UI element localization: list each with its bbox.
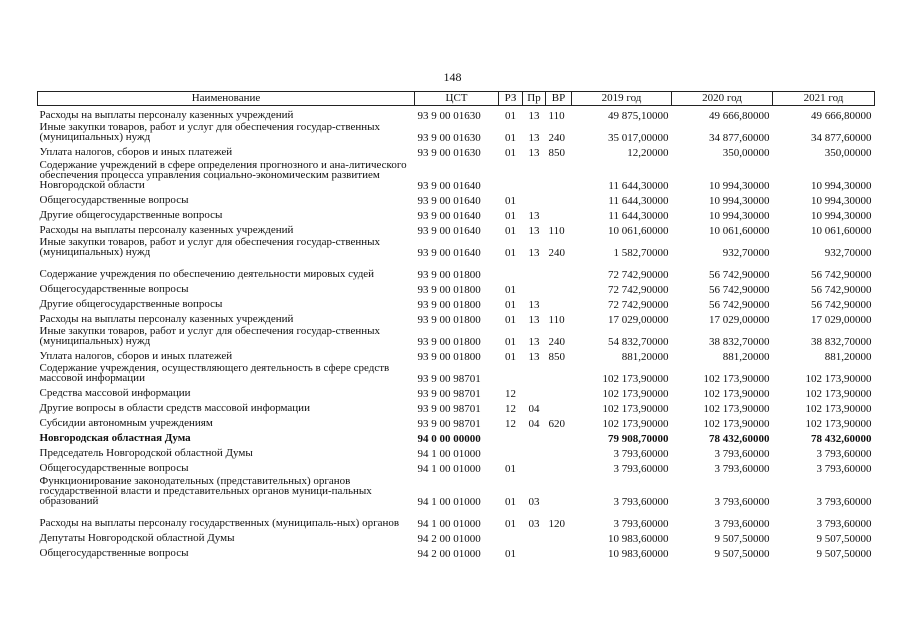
cell-cst: 93 9 00 01800 bbox=[417, 269, 481, 281]
cell-2021: 38 832,70000 bbox=[811, 336, 872, 348]
header-pr: Пр bbox=[523, 92, 546, 106]
cell-cst: 93 9 00 01800 bbox=[417, 314, 481, 326]
cell-pr: 13 bbox=[528, 299, 540, 311]
cell-vr: 120 bbox=[548, 518, 565, 530]
cell-2021: 56 742,90000 bbox=[811, 284, 872, 296]
cell-2019: 72 742,90000 bbox=[608, 269, 669, 281]
table-row bbox=[38, 221, 875, 236]
cell-vr bbox=[546, 295, 572, 310]
cell-rz: 01 bbox=[505, 147, 516, 159]
cell-name: Общегосударственные вопросы bbox=[39, 283, 189, 295]
cell-vr bbox=[546, 529, 572, 544]
cell-2020: 34 877,60000 bbox=[709, 132, 770, 144]
cell-rz: 01 bbox=[505, 496, 516, 508]
cell-pr bbox=[523, 191, 546, 206]
cell-name: Уплата налогов, сборов и иных платежей bbox=[39, 146, 233, 158]
cell-2019: 35 017,00000 bbox=[608, 132, 669, 144]
cell-pr: 03 bbox=[528, 518, 540, 530]
cell-rz bbox=[499, 258, 523, 280]
cell-2021: 10 994,30000 bbox=[811, 180, 872, 192]
cell-2019: 11 644,30000 bbox=[608, 210, 669, 222]
cell-rz: 01 bbox=[505, 463, 516, 475]
cell-vr: 850 bbox=[548, 351, 565, 363]
cell-2021: 9 507,50000 bbox=[816, 533, 872, 545]
cell-2021: 17 029,00000 bbox=[811, 314, 872, 326]
cell-vr bbox=[546, 280, 572, 295]
cell-2020: 49 666,80000 bbox=[709, 110, 770, 122]
cell-2020: 10 061,60000 bbox=[709, 225, 770, 237]
cell-2019: 11 644,30000 bbox=[608, 180, 669, 192]
cell-name: Содержание учреждений в сфере определения прогнозного и ана-литического обеспечения процесса управления социально-экономическим развитием Новгородской области bbox=[39, 159, 407, 191]
cell-name: Содержание учреждения по обеспечению деятельности мировых судей bbox=[39, 268, 375, 280]
cell-cst: 93 9 00 01640 bbox=[417, 247, 481, 259]
cell-cst: 93 9 00 01800 bbox=[417, 299, 481, 311]
cell-pr: 04 bbox=[528, 403, 540, 415]
cell-2020: 56 742,90000 bbox=[709, 269, 770, 281]
cell-rz: 01 bbox=[505, 518, 516, 530]
cell-2020: 102 173,90000 bbox=[703, 403, 770, 415]
cell-pr: 13 bbox=[528, 132, 540, 144]
cell-2019: 79 908,70000 bbox=[608, 433, 669, 445]
table-row bbox=[38, 444, 875, 459]
cell-pr: 04 bbox=[528, 418, 540, 430]
cell-name: Функционирование законодательных (представительных) органов государственной власти и представительных органов муници-пальных образований bbox=[39, 475, 372, 507]
cell-2020: 9 507,50000 bbox=[714, 548, 770, 560]
cell-2020: 3 793,60000 bbox=[714, 518, 770, 530]
cell-2021: 3 793,60000 bbox=[816, 518, 872, 530]
cell-pr bbox=[523, 529, 546, 544]
cell-cst: 93 9 00 98701 bbox=[417, 388, 481, 400]
cell-2019: 102 173,90000 bbox=[602, 418, 669, 430]
cell-rz: 12 bbox=[505, 403, 516, 415]
header-name: Наименование bbox=[38, 92, 415, 106]
cell-cst: 94 1 00 01000 bbox=[417, 463, 481, 475]
cell-2021: 102 173,90000 bbox=[805, 418, 872, 430]
cell-2021: 78 432,60000 bbox=[811, 433, 872, 445]
cell-2019: 17 029,00000 bbox=[608, 314, 669, 326]
cell-cst: 93 9 00 98701 bbox=[417, 418, 481, 430]
cell-name: Расходы на выплаты персоналу государственных (муниципаль-ных) органов bbox=[39, 517, 400, 529]
cell-2019: 72 742,90000 bbox=[608, 299, 669, 311]
cell-rz: 01 bbox=[505, 210, 516, 222]
cell-2019: 10 983,60000 bbox=[608, 533, 669, 545]
cell-vr: 240 bbox=[548, 132, 565, 144]
cell-2020: 3 793,60000 bbox=[714, 448, 770, 460]
table-row bbox=[38, 106, 875, 122]
table-row bbox=[38, 507, 875, 529]
cell-2020: 102 173,90000 bbox=[703, 418, 770, 430]
cell-2020: 9 507,50000 bbox=[714, 533, 770, 545]
cell-name: Средства массовой информации bbox=[39, 387, 191, 399]
header-vr: ВР bbox=[546, 92, 572, 106]
table-header-row bbox=[38, 92, 875, 106]
cell-name: Общегосударственные вопросы bbox=[39, 194, 189, 206]
cell-2021: 49 666,80000 bbox=[811, 110, 872, 122]
table-row bbox=[38, 158, 875, 191]
table-row bbox=[38, 191, 875, 206]
cell-2021: 10 061,60000 bbox=[811, 225, 872, 237]
cell-cst: 94 0 00 00000 bbox=[417, 433, 481, 445]
cell-name: Расходы на выплаты персоналу казенных учреждений bbox=[39, 313, 294, 325]
cell-vr: 110 bbox=[548, 110, 565, 122]
cell-name: Другие общегосударственные вопросы bbox=[39, 209, 223, 221]
cell-cst: 94 1 00 01000 bbox=[417, 448, 481, 460]
cell-vr bbox=[546, 191, 572, 206]
cell-pr bbox=[523, 158, 546, 191]
cell-rz: 01 bbox=[505, 195, 516, 207]
cell-2019: 49 875,10000 bbox=[608, 110, 669, 122]
cell-rz: 01 bbox=[505, 284, 516, 296]
cell-vr bbox=[546, 384, 572, 399]
cell-name: Общегосударственные вопросы bbox=[39, 547, 189, 559]
cell-2019: 10 983,60000 bbox=[608, 548, 669, 560]
cell-vr: 240 bbox=[548, 336, 565, 348]
cell-cst: 93 9 00 01800 bbox=[417, 284, 481, 296]
cell-2021: 102 173,90000 bbox=[805, 373, 872, 385]
cell-vr: 110 bbox=[548, 314, 565, 326]
cell-cst: 93 9 00 01640 bbox=[417, 225, 481, 237]
cell-rz bbox=[499, 362, 523, 384]
cell-2020: 17 029,00000 bbox=[709, 314, 770, 326]
cell-name: Иные закупки товаров, работ и услуг для обеспечения государ-ственных (муниципальных) нужд bbox=[39, 325, 381, 347]
header-2019: 2019 год bbox=[572, 92, 672, 106]
cell-2019: 102 173,90000 bbox=[602, 403, 669, 415]
cell-2021: 56 742,90000 bbox=[811, 299, 872, 311]
cell-rz bbox=[499, 158, 523, 191]
cell-pr: 13 bbox=[528, 210, 540, 222]
cell-2019: 3 793,60000 bbox=[613, 463, 669, 475]
cell-name: Общегосударственные вопросы bbox=[39, 462, 189, 474]
cell-pr: 13 bbox=[528, 351, 540, 363]
cell-pr: 13 bbox=[528, 336, 540, 348]
cell-cst: 93 9 00 01640 bbox=[417, 210, 481, 222]
cell-pr: 03 bbox=[528, 496, 540, 508]
cell-2020: 932,70000 bbox=[722, 247, 770, 259]
cell-2019: 12,20000 bbox=[627, 147, 669, 159]
cell-cst: 93 9 00 01640 bbox=[417, 195, 481, 207]
cell-2021: 3 793,60000 bbox=[816, 448, 872, 460]
cell-vr bbox=[546, 474, 572, 507]
cell-name: Новгородская областная Дума bbox=[39, 432, 191, 444]
cell-vr bbox=[546, 544, 572, 559]
cell-2019: 3 793,60000 bbox=[613, 448, 669, 460]
cell-cst: 93 9 00 01800 bbox=[417, 336, 481, 348]
table-row bbox=[38, 362, 875, 384]
cell-2020: 3 793,60000 bbox=[714, 496, 770, 508]
header-2021: 2021 год bbox=[773, 92, 875, 106]
cell-vr: 850 bbox=[548, 147, 565, 159]
cell-pr bbox=[523, 429, 546, 444]
table-row bbox=[38, 347, 875, 362]
cell-2021: 10 994,30000 bbox=[811, 195, 872, 207]
cell-2019: 10 061,60000 bbox=[608, 225, 669, 237]
cell-rz: 01 bbox=[505, 314, 516, 326]
cell-vr: 620 bbox=[548, 418, 565, 430]
cell-2021: 56 742,90000 bbox=[811, 269, 872, 281]
page-number: 148 bbox=[443, 70, 462, 84]
cell-2021: 932,70000 bbox=[824, 247, 872, 259]
cell-2020: 3 793,60000 bbox=[714, 463, 770, 475]
cell-pr: 13 bbox=[528, 314, 540, 326]
cell-cst: 94 2 00 01000 bbox=[417, 533, 481, 545]
header-2020: 2020 год bbox=[672, 92, 773, 106]
cell-pr: 13 bbox=[528, 147, 540, 159]
table-row bbox=[38, 280, 875, 295]
cell-2020: 56 742,90000 bbox=[709, 299, 770, 311]
cell-name: Субсидии автономным учреждениям bbox=[39, 417, 213, 429]
cell-2019: 1 582,70000 bbox=[613, 247, 669, 259]
table-row bbox=[38, 414, 875, 429]
cell-2020: 38 832,70000 bbox=[709, 336, 770, 348]
cell-vr: 110 bbox=[548, 225, 565, 237]
cell-pr: 13 bbox=[528, 247, 540, 259]
cell-rz: 12 bbox=[505, 418, 516, 430]
table-row bbox=[38, 429, 875, 444]
cell-name: Председатель Новгородской областной Думы bbox=[39, 447, 253, 459]
cell-rz: 12 bbox=[505, 388, 516, 400]
cell-2019: 102 173,90000 bbox=[602, 373, 669, 385]
cell-vr bbox=[546, 444, 572, 459]
cell-2020: 10 994,30000 bbox=[709, 180, 770, 192]
cell-vr bbox=[546, 158, 572, 191]
table-row bbox=[38, 295, 875, 310]
cell-2021: 3 793,60000 bbox=[816, 463, 872, 475]
budget-table bbox=[37, 91, 875, 559]
table-row bbox=[38, 529, 875, 544]
cell-vr bbox=[546, 459, 572, 474]
cell-cst: 93 9 00 01630 bbox=[417, 147, 481, 159]
cell-rz bbox=[499, 444, 523, 459]
table-body bbox=[38, 106, 875, 560]
cell-cst: 93 9 00 98701 bbox=[417, 403, 481, 415]
cell-vr bbox=[546, 429, 572, 444]
cell-pr bbox=[523, 280, 546, 295]
table-row bbox=[38, 399, 875, 414]
table-row bbox=[38, 236, 875, 258]
cell-name: Иные закупки товаров, работ и услуг для обеспечения государ-ственных (муниципальных) нужд bbox=[39, 236, 381, 258]
cell-2021: 881,20000 bbox=[824, 351, 872, 363]
cell-rz: 01 bbox=[505, 110, 516, 122]
cell-vr: 240 bbox=[548, 247, 565, 259]
cell-name: Уплата налогов, сборов и иных платежей bbox=[39, 350, 233, 362]
cell-pr bbox=[523, 544, 546, 559]
cell-cst: 93 9 00 01640 bbox=[417, 180, 481, 192]
cell-2019: 3 793,60000 bbox=[613, 518, 669, 530]
cell-cst: 94 2 00 01000 bbox=[417, 548, 481, 560]
cell-name: Содержание учреждения, осуществляющего деятельность в сфере средств массовой информации bbox=[39, 362, 390, 384]
cell-2020: 881,20000 bbox=[722, 351, 770, 363]
cell-2021: 9 507,50000 bbox=[816, 548, 872, 560]
cell-2021: 10 994,30000 bbox=[811, 210, 872, 222]
table-row bbox=[38, 121, 875, 143]
cell-2019: 72 742,90000 bbox=[608, 284, 669, 296]
cell-name: Депутаты Новгородской областной Думы bbox=[39, 532, 235, 544]
table-row bbox=[38, 310, 875, 325]
cell-name: Другие вопросы в области средств массовой информации bbox=[39, 402, 310, 414]
cell-2020: 56 742,90000 bbox=[709, 284, 770, 296]
cell-2019: 11 644,30000 bbox=[608, 195, 669, 207]
cell-2019: 881,20000 bbox=[621, 351, 669, 363]
table-row bbox=[38, 544, 875, 559]
cell-cst: 93 9 00 01800 bbox=[417, 351, 481, 363]
table-row bbox=[38, 206, 875, 221]
cell-2021: 350,00000 bbox=[824, 147, 872, 159]
cell-rz: 01 bbox=[505, 225, 516, 237]
table-row bbox=[38, 325, 875, 347]
table-row bbox=[38, 258, 875, 280]
cell-name: Иные закупки товаров, работ и услуг для обеспечения государ-ственных (муниципальных) нужд bbox=[39, 121, 381, 143]
table-row bbox=[38, 143, 875, 158]
cell-rz bbox=[499, 529, 523, 544]
header-rz: РЗ bbox=[499, 92, 523, 106]
cell-2020: 102 173,90000 bbox=[703, 373, 770, 385]
cell-2020: 10 994,30000 bbox=[709, 195, 770, 207]
table-row bbox=[38, 474, 875, 507]
cell-name: Расходы на выплаты персоналу казенных учреждений bbox=[39, 109, 294, 121]
cell-2021: 102 173,90000 bbox=[805, 403, 872, 415]
cell-2020: 102 173,90000 bbox=[703, 388, 770, 400]
cell-pr bbox=[523, 258, 546, 280]
cell-2021: 34 877,60000 bbox=[811, 132, 872, 144]
cell-2019: 3 793,60000 bbox=[613, 496, 669, 508]
cell-cst: 93 9 00 01630 bbox=[417, 110, 481, 122]
cell-2019: 102 173,90000 bbox=[602, 388, 669, 400]
cell-pr bbox=[523, 459, 546, 474]
cell-name: Расходы на выплаты персоналу казенных учреждений bbox=[39, 224, 294, 236]
header-cst: ЦСТ bbox=[415, 92, 499, 106]
cell-name: Другие общегосударственные вопросы bbox=[39, 298, 223, 310]
cell-2019: 54 832,70000 bbox=[608, 336, 669, 348]
cell-rz bbox=[499, 429, 523, 444]
table-row bbox=[38, 459, 875, 474]
cell-vr bbox=[546, 206, 572, 221]
cell-pr bbox=[523, 384, 546, 399]
cell-2020: 350,00000 bbox=[722, 147, 770, 159]
cell-rz: 01 bbox=[505, 247, 516, 259]
cell-rz: 01 bbox=[505, 336, 516, 348]
cell-2020: 78 432,60000 bbox=[709, 433, 770, 445]
cell-pr bbox=[523, 444, 546, 459]
cell-cst: 93 9 00 98701 bbox=[417, 373, 481, 385]
cell-cst: 94 1 00 01000 bbox=[417, 518, 481, 530]
cell-vr bbox=[546, 362, 572, 384]
cell-rz: 01 bbox=[505, 132, 516, 144]
cell-2020: 10 994,30000 bbox=[709, 210, 770, 222]
cell-cst: 93 9 00 01630 bbox=[417, 132, 481, 144]
cell-pr bbox=[523, 362, 546, 384]
cell-cst: 94 1 00 01000 bbox=[417, 496, 481, 508]
cell-rz: 01 bbox=[505, 351, 516, 363]
cell-pr: 13 bbox=[528, 110, 540, 122]
cell-rz: 01 bbox=[505, 548, 516, 560]
cell-vr bbox=[546, 258, 572, 280]
cell-pr: 13 bbox=[528, 225, 540, 237]
cell-2021: 3 793,60000 bbox=[816, 496, 872, 508]
cell-vr bbox=[546, 399, 572, 414]
cell-2021: 102 173,90000 bbox=[805, 388, 872, 400]
table-row bbox=[38, 384, 875, 399]
cell-rz: 01 bbox=[505, 299, 516, 311]
